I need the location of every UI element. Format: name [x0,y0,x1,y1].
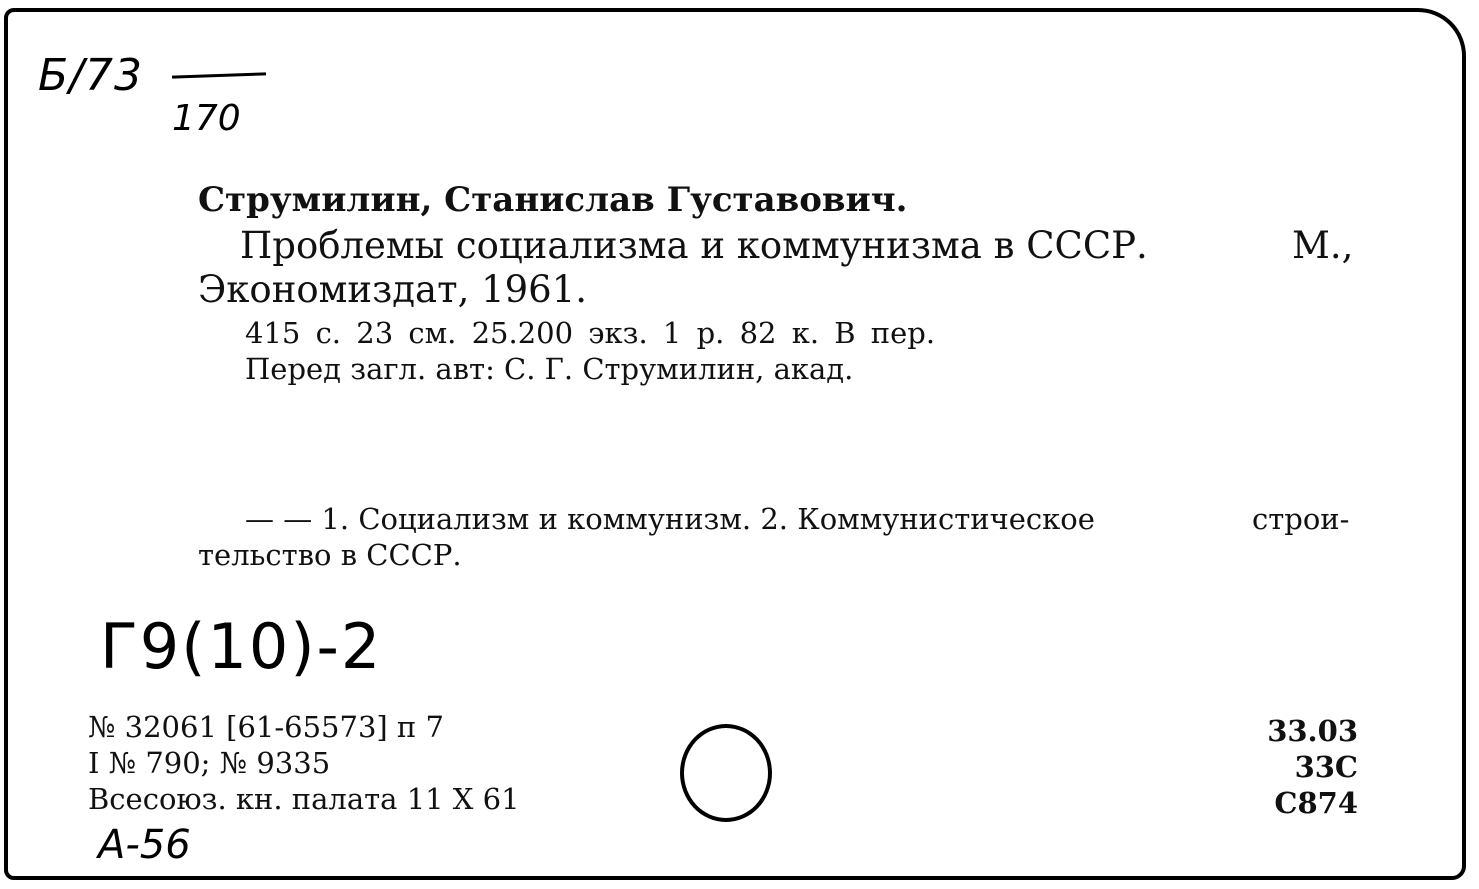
author-heading: Струмилин, Станислав Густавович. [198,180,908,220]
subject-headings-continued: тельство в СССР. [198,538,462,572]
classification-code-2: 33С [1294,750,1358,784]
handwritten-bottom-code: А-56 [98,822,191,868]
book-title: Проблемы социализма и коммунизма в СССР. [240,224,1148,267]
punch-hole [680,724,772,822]
publication-place: М., [1292,224,1354,267]
subject-headings-end: строи- [1252,502,1350,536]
imprint-line-3: Всесоюз. кн. палата 11 X 61 [88,782,520,816]
handwritten-shelf-sub: 170 [172,98,241,139]
author-note: Перед загл. авт: С. Г. Струмилин, акад. [245,352,854,386]
imprint-line-2: I № 790; № 9335 [88,746,331,780]
imprint-line-1: № 32061 [61-65573] п 7 [88,710,444,744]
publisher-year: Экономиздат, 1961. [198,268,588,311]
handwritten-shelf-number: Б/73 [38,50,143,101]
handwritten-classification: Г9(10)-2 [100,610,383,683]
subject-headings: — — 1. Социализм и коммунизм. 2. Коммунистическое [245,502,1095,536]
classification-code-3: С874 [1274,786,1358,820]
collation: 415 с. 23 см. 25.200 экз. 1 р. 82 к. В пер. [245,316,936,350]
classification-code-1: 33.03 [1267,714,1358,748]
